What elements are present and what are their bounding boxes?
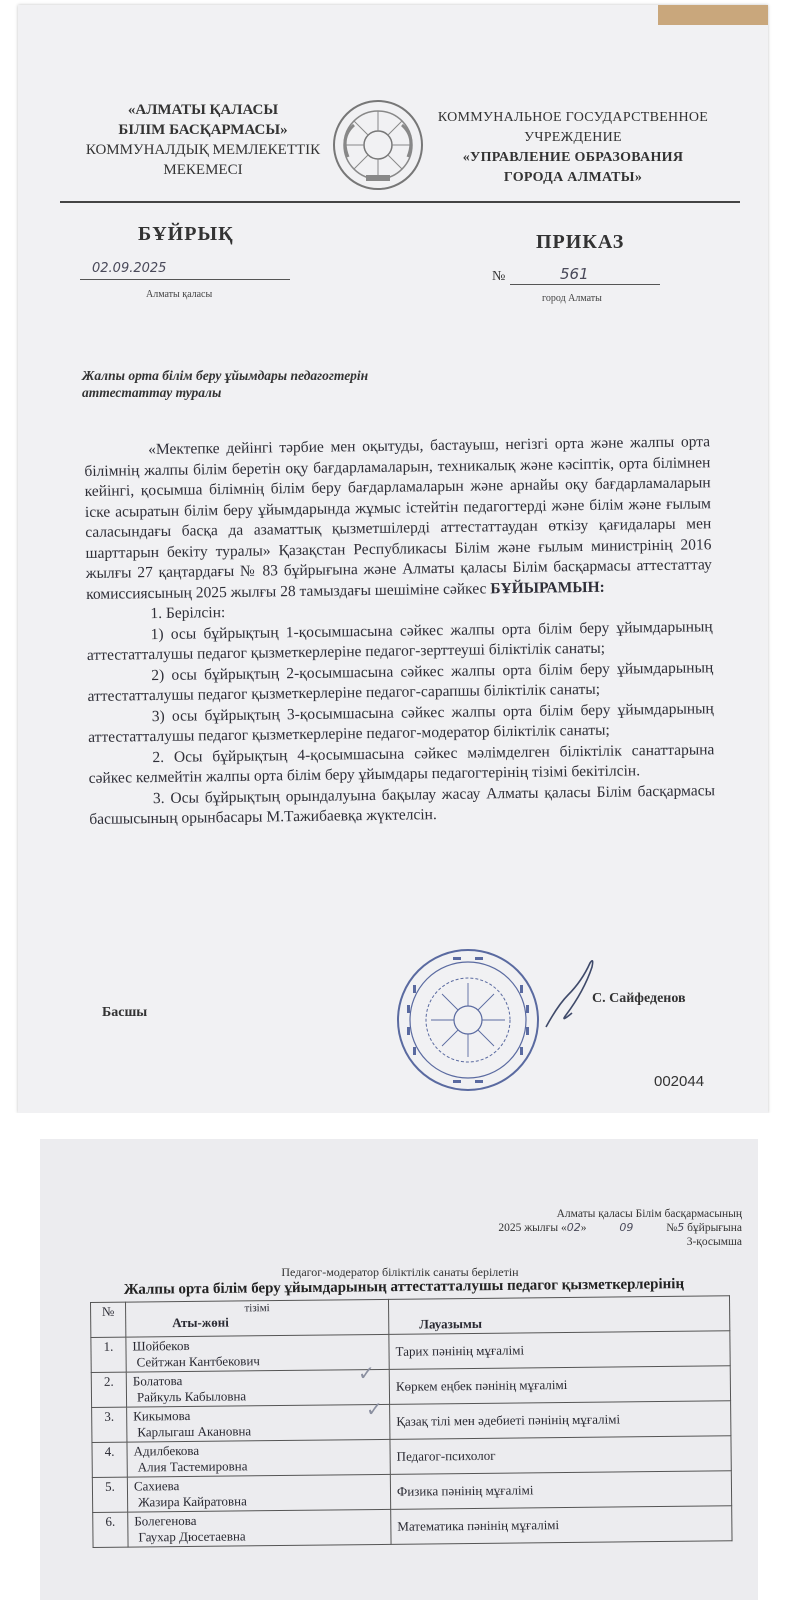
row-given-names: Жазира Кайратовна xyxy=(138,1493,247,1510)
row-position: Математика пәнінің мұғалімі xyxy=(391,1506,732,1545)
row-fullname xyxy=(127,1404,390,1442)
column-fullname-label: Аты-жөні xyxy=(172,1314,229,1331)
row-number: 6. xyxy=(93,1512,128,1547)
appendix-header-line-1: Алматы қаласы Білім басқармасының xyxy=(556,1208,742,1220)
header-left xyxy=(58,100,348,180)
date-handwritten: 02.09.2025 xyxy=(92,261,167,276)
row-surname: Болегенова xyxy=(134,1512,197,1529)
row-position: Қазақ тілі мен әдебиеті пәнінің мұғалімі xyxy=(390,1401,731,1440)
order-page-2-appendix xyxy=(40,1139,758,1600)
city-kz: Алматы қаласы xyxy=(146,289,213,300)
order-number-prefix: № xyxy=(492,269,506,284)
header-left-line-1: «АЛМАТЫ ҚАЛАСЫ xyxy=(127,102,279,118)
row-given-names: Сейтжан Кантбекович xyxy=(136,1353,260,1370)
point-1-2: 2) осы бұйрықтың 2-қосымшасына сәйкес жалпы орта білім беру ұйымдарының аттестатталушы педагог қызметкерлеріне педагог-сарапшы біліктілік санаты; xyxy=(87,658,714,705)
row-surname: Адилбекова xyxy=(133,1442,200,1459)
header-right-line-4: ГОРОДА АЛМАТЫ» xyxy=(503,170,643,185)
point-2: 2. Осы бұйрықтың 4-қосымшасына сәйкес мәлімделген біліктілік санаттарына сәйкес келмейтін жалпы орта білім беру ұйымдары педагогтерінің тізімі бекітілсін. xyxy=(88,740,715,787)
row-given-names: Гаухар Дюсетаевна xyxy=(138,1528,246,1545)
row-fullname xyxy=(126,1369,389,1407)
row-number: 3. xyxy=(92,1407,127,1442)
column-number: № xyxy=(91,1302,126,1337)
row-fullname xyxy=(126,1334,389,1372)
appendix-title-line-1: Педагог-модератор біліктілік санаты берілетін xyxy=(281,1265,519,1279)
row-number: 1. xyxy=(91,1337,126,1372)
order-body xyxy=(84,432,715,830)
order-word: БҰЙЫРАМЫН: xyxy=(490,578,605,597)
row-surname: Болатова xyxy=(132,1373,183,1389)
row-number: 2. xyxy=(91,1372,126,1407)
header-left-line-2: БІЛІМ БАСҚАРМАСЫ» xyxy=(118,122,288,138)
city-ru: город Алматы xyxy=(542,293,602,304)
appendix-number-prefix: № xyxy=(663,1222,678,1234)
signer-name: С. Сайфеденов xyxy=(592,991,686,1006)
checkmark-icon: ✓ xyxy=(366,1399,383,1421)
row-position: Физика пәнінің мұғалімі xyxy=(390,1471,731,1510)
appendix-header-line-2 xyxy=(340,1221,742,1235)
row-given-names: Алия Тастемировна xyxy=(137,1458,248,1475)
point-1-1: 1) осы бұйрықтың 1-қосымшасына сәйкес жалпы орта білім беру ұйымдарының аттестатталушы педагог қызметкерлеріне педагог-зерттеуші біліктілік санаты; xyxy=(86,617,713,664)
table-body xyxy=(91,1331,732,1548)
header-right-line-3: «УПРАВЛЕНИЕ ОБРАЗОВАНИЯ xyxy=(462,150,684,165)
row-given-names: Райкуль Кабыловна xyxy=(136,1388,247,1405)
row-position: Педагог-психолог xyxy=(390,1436,731,1475)
header-left-line-3: КОММУНАЛДЫҚ МЕМЛЕКЕТТІК xyxy=(85,142,321,158)
row-surname: Шойбеков xyxy=(132,1337,190,1354)
appendix-title-line-3: тізімі xyxy=(244,1302,270,1315)
point-1: 1. Берілсін: xyxy=(150,604,226,623)
row-position: Тарих пәнінің мұғалімі xyxy=(389,1331,730,1370)
column-fullname xyxy=(126,1299,389,1337)
appendix-number: 5 xyxy=(677,1221,685,1234)
header-left-line-4: МЕКЕМЕСІ xyxy=(163,162,243,178)
appendix-title-line-2: Жалпы орта білім беру ұйымдарының аттестатталушы педагог қызметкерлерінің xyxy=(123,1276,685,1298)
kazakhstan-emblem-icon xyxy=(330,97,426,193)
table-row xyxy=(93,1506,732,1548)
row-number: 4. xyxy=(92,1442,127,1477)
appendix-quote-close: » xyxy=(580,1222,590,1234)
row-surname: Кикымова xyxy=(133,1407,191,1424)
column-position: Лауазымы xyxy=(388,1296,729,1335)
point-3: 3. Осы бұйрықтың орындалуына бақылау жасау Алматы қаласы Білім басқармасы басшысының орынбасары М.Тажибаевқа жүктелсін. xyxy=(89,781,716,828)
signer-title: Басшы xyxy=(102,1005,148,1020)
row-position: Көркем еңбек пәнінің мұғалімі xyxy=(389,1366,730,1405)
header-right-line-1: КОММУНАЛЬНОЕ ГОСУДАРСТВЕННОЕ xyxy=(437,110,709,125)
appendix-teacher-table xyxy=(90,1295,733,1548)
number-underline xyxy=(510,284,660,285)
appendix-order-word: бұйрығына xyxy=(684,1222,742,1234)
appendix-header xyxy=(340,1207,742,1249)
row-fullname xyxy=(127,1439,390,1477)
serial-number: 002044 xyxy=(654,1073,705,1090)
official-stamp-icon xyxy=(393,945,543,1095)
appendix-header-line-3: 3-қосымша xyxy=(686,1236,742,1248)
title-kz: БҰЙРЫҚ xyxy=(138,223,234,245)
page-gap xyxy=(0,1113,797,1139)
background-corner xyxy=(658,5,768,25)
row-fullname xyxy=(127,1474,390,1512)
date-underline xyxy=(80,279,290,280)
order-subject xyxy=(82,367,442,401)
appendix-year-prefix: 2025 жылғы « xyxy=(498,1222,567,1234)
point-1-3: 3) осы бұйрықтың 3-қосымшасына сәйкес жалпы орта білім беру ұйымдарының аттестатталушы педагог қызметкерлеріне педагог-модератор біліктілік санаты; xyxy=(88,699,714,746)
order-subject-line-1: Жалпы орта білім беру ұйымдары педагогтерін xyxy=(82,368,369,383)
row-fullname xyxy=(128,1509,391,1547)
order-page-1 xyxy=(18,5,768,1113)
order-preamble: «Мектепке дейінгі тәрбие мен оқытуды, бастауыш, негізгі орта және жалпы орта білімнің жалпы білім беретін оқу бағдарламаларын, техникалық және кәсіптік, орта білімнен кейінгі, қосымша білімнің білім беру бағдарламаларын және арнайы оқу бағдарламаларын іске асыратын білім беру ұйымдарында жұмыс істейтін педагогтерді және білім және ғылым саласындағы басқа да азаматтық қызметшілерді аттестаттаудан өткізу қағидалары мен шарттарын бекіту туралы» Қазақстан Республикасы Білім және ғылым министрінің 2016 жылғы 27 қаңтардағы № 83 бұйрығына және Алматы қаласы Білім басқармасы аттестаттау комиссиясының 2025 жылғы 28 тамыздағы шешіміне сәйкес xyxy=(84,433,712,603)
checkmark-icon: ✓ xyxy=(358,1363,375,1385)
appendix-month: 09 xyxy=(619,1221,634,1234)
header-divider xyxy=(60,201,740,203)
row-number: 5. xyxy=(92,1477,127,1512)
title-ru: ПРИКАЗ xyxy=(536,231,625,253)
row-given-names: Карлыгаш Акановна xyxy=(137,1423,252,1440)
order-number-handwritten: 561 xyxy=(560,265,589,283)
row-surname: Сахиева xyxy=(133,1478,180,1494)
appendix-day: 02 xyxy=(566,1221,581,1234)
header-right xyxy=(428,108,718,188)
order-subject-line-2: аттестаттау туралы xyxy=(82,385,222,400)
header-right-line-2: УЧРЕЖДЕНИЕ xyxy=(524,130,622,145)
